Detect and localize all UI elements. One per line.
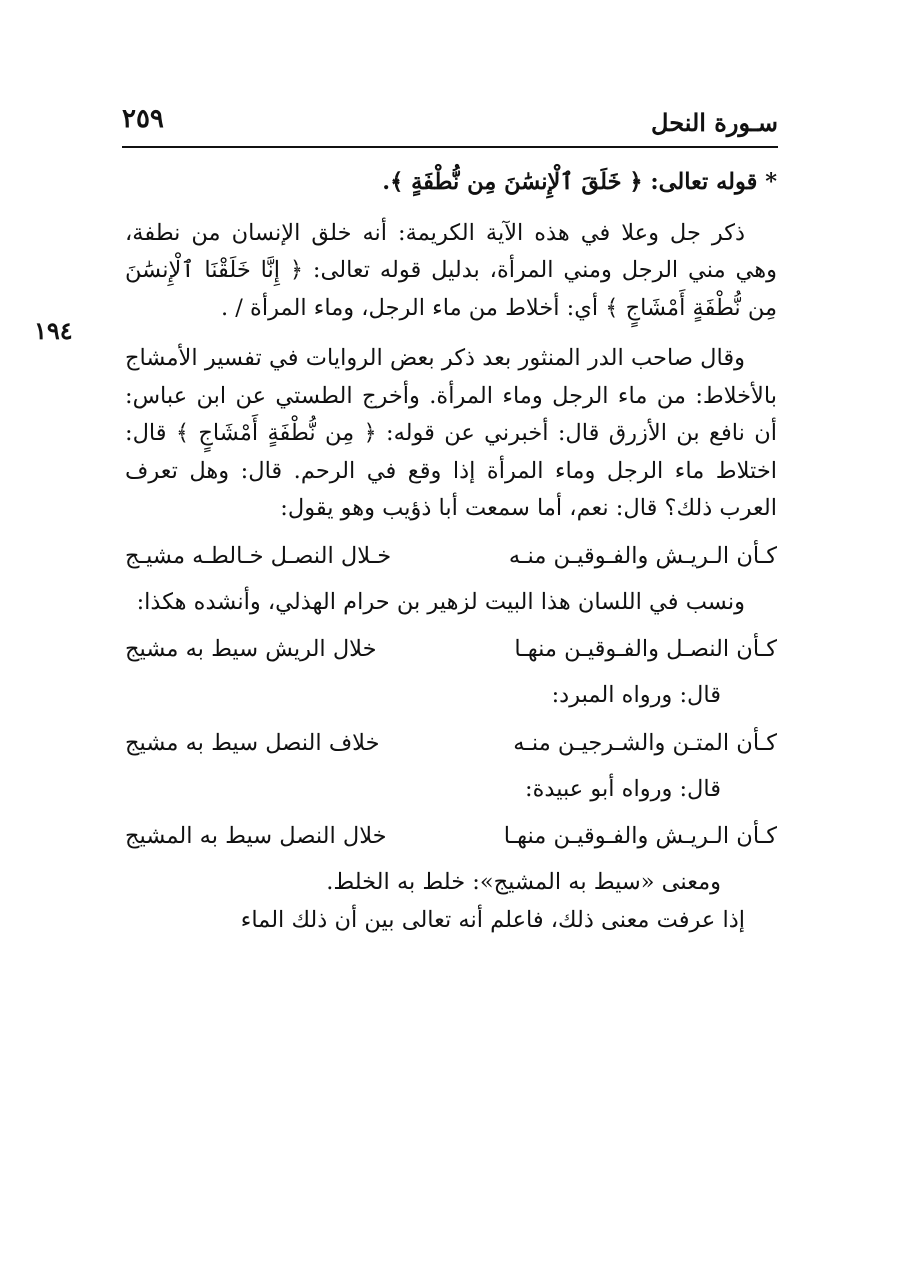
paragraph-4: إذا عرفت معنى ذلك، فاعلم أنه تعالى بين أن ذلك الماء xyxy=(240,906,745,933)
margin-page-reference: ١٩٤ xyxy=(34,316,73,345)
note-meaning: ومعنى «سيط به المشيج»: خلط به الخلط. xyxy=(326,869,721,895)
verse-4-second-hemistich: خلال النصل سيط به المشيج xyxy=(125,823,387,850)
note-abu-ubaida: قال: ورواه أبو عبيدة: xyxy=(525,775,721,802)
verse-intro: * قوله تعالى: ﴿ خَلَقَ ٱلْإِنسَٰنَ مِن نُّطْفَةٍ ﴾. xyxy=(382,169,777,195)
verse-2-second-hemistich: خلال الريش سيط به مشيج xyxy=(125,636,377,663)
poetry-verse-1 xyxy=(125,536,777,578)
page-body xyxy=(125,164,777,939)
page-header xyxy=(122,100,778,148)
poetry-verse-2 xyxy=(125,629,777,671)
page-number: ٢٥٩ xyxy=(122,104,164,134)
poetry-verse-4 xyxy=(125,816,777,858)
verse-1-first-hemistich: كـأن الـريـش والفـوقيـن منـه xyxy=(508,542,777,569)
verse-3-first-hemistich: كـأن المتـن والشـرجيـن منـه xyxy=(513,729,777,756)
note-mubarrad: قال: ورواه المبرد: xyxy=(551,682,721,708)
verse-4-first-hemistich: كـأن الـريـش والفـوقيـن منهـا xyxy=(503,823,777,850)
poetry-verse-3 xyxy=(125,723,777,765)
verse-3-second-hemistich: خلاف النصل سيط به مشيج xyxy=(125,729,380,756)
surah-title: سـورة النحل xyxy=(651,108,778,137)
paragraph-1: ذكر جل وعلا في هذه الآية الكريمة: أنه خلق الإنسان من نطفة، وهي مني الرجل ومني المرأة، بدليل قوله تعالى: ﴿ إِنَّا خَلَقْنَا ٱلْإِنسَٰنَ مِن نُّطْفَةٍ أَمْشَاجٍ ﴾ أي: أخلاط من ماء الرجل، وماء المرأة / . xyxy=(125,219,777,321)
paragraph-2: وقال صاحب الدر المنثور بعد ذكر بعض الروايات في تفسير الأمشاج بالأخلاط: من ماء الرجل وماء المرأة. وأخرج الطستي عن ابن عباس: أن نافع بن الأزرق قال: أخبرني عن قوله: ﴿ مِن نُّطْفَةٍ أَمْشَاجٍ ﴾ قال: اختلاط ماء الرجل وماء المرأة إذا وقع في الرحم. قال: وهل تعرف العرب ذلك؟ قال: نعم، أما سمعت أبا ذؤيب وهو يقول: xyxy=(125,345,777,521)
paragraph-3: ونسب في اللسان هذا البيت لزهير بن حرام الهذلي، وأنشده هكذا: xyxy=(136,588,745,615)
verse-2-first-hemistich: كـأن النصـل والفـوقيـن منهـا xyxy=(514,636,777,663)
verse-1-second-hemistich: خـلال النصـل خـالطـه مشيـج xyxy=(125,542,392,569)
